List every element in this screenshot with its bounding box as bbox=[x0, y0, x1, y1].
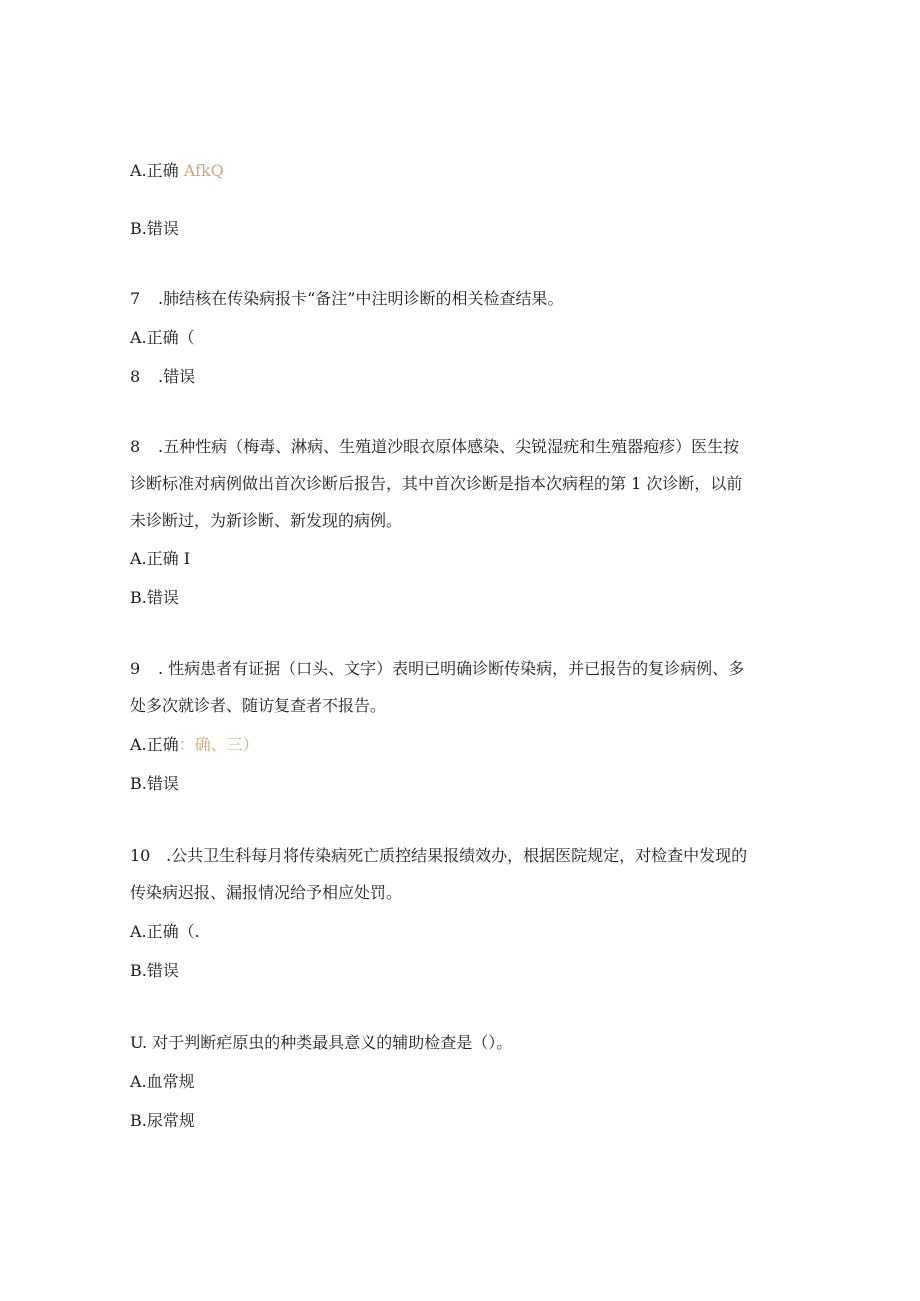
option-b-wrong[interactable] bbox=[130, 588, 179, 608]
question-line: 未诊断过，为新诊断、新发现的病例。 bbox=[130, 511, 403, 530]
option-text: .错误 bbox=[158, 367, 196, 386]
question-text: . 性病患者有证据（口头、文字）表明已明确诊断传染病，并已报告的复诊病例、多 bbox=[158, 659, 745, 678]
option-label: A.血常规 bbox=[130, 1072, 195, 1091]
option-label: A.正确 I bbox=[130, 549, 191, 568]
option-a-correct[interactable] bbox=[130, 922, 200, 942]
question-line bbox=[130, 659, 790, 696]
question-9 bbox=[130, 659, 790, 733]
option-label: B.错误 bbox=[130, 961, 179, 980]
option-a-correct[interactable] bbox=[130, 549, 190, 569]
option-8-wrong[interactable] bbox=[130, 367, 195, 387]
question-number: 7 bbox=[130, 289, 141, 308]
question-line: 诊断标准对病例做出首次诊断后报告，其中首次诊断是指本次病程的第 1 次诊断，以前 bbox=[130, 474, 743, 493]
option-a-correct[interactable] bbox=[130, 735, 259, 755]
question-7 bbox=[130, 289, 563, 309]
option-label: B.错误 bbox=[130, 774, 179, 793]
option-label: B.错误 bbox=[130, 219, 179, 238]
question-number: 9 bbox=[130, 659, 141, 678]
option-b-wrong[interactable] bbox=[130, 774, 179, 794]
option-a-correct[interactable] bbox=[130, 161, 224, 181]
question-text: U. 对于判断疟原虫的种类最具意义的辅助检查是（）。 bbox=[130, 1033, 513, 1052]
question-u bbox=[130, 1033, 512, 1053]
option-b-wrong[interactable] bbox=[130, 219, 179, 239]
question-line bbox=[130, 846, 790, 883]
question-text: .公共卫生科每月将传染病死亡质控结果报绩效办，根据医院规定，对检查中发现的 bbox=[166, 846, 748, 865]
option-label: A.正确 bbox=[130, 328, 179, 347]
faint-annotation: （ bbox=[178, 328, 195, 347]
option-label: A.正确（. bbox=[130, 922, 200, 941]
question-8 bbox=[130, 437, 790, 548]
option-label: A.正确 bbox=[130, 161, 179, 180]
question-line bbox=[130, 437, 790, 474]
option-a-correct[interactable] bbox=[130, 328, 195, 348]
option-number: 8 bbox=[130, 367, 141, 386]
option-b-urine-routine[interactable] bbox=[130, 1111, 195, 1131]
question-text: .肺结核在传染病报卡“备注”中注明诊断的相关检查结果。 bbox=[158, 289, 564, 308]
question-number: 10 bbox=[130, 846, 151, 865]
question-line: 处多次就诊者、随访复查者不报告。 bbox=[130, 696, 387, 715]
question-line: 传染病迟报、漏报情况给予相应处罚。 bbox=[130, 883, 403, 902]
option-b-wrong[interactable] bbox=[130, 961, 179, 981]
option-a-blood-routine[interactable] bbox=[130, 1072, 195, 1092]
option-label: A.正确 bbox=[130, 735, 179, 754]
option-label: B.尿常规 bbox=[130, 1111, 195, 1130]
question-number: 8 bbox=[130, 437, 141, 456]
faint-annotation: ：确、三） bbox=[178, 735, 259, 754]
option-label: B.错误 bbox=[130, 588, 179, 607]
question-text: .五种性病（梅毒、淋病、生殖道沙眼衣原体感染、尖锐湿疣和生殖器疱疹）医生按 bbox=[158, 437, 740, 456]
faint-annotation: AfkQ bbox=[183, 161, 224, 180]
question-10 bbox=[130, 846, 790, 920]
